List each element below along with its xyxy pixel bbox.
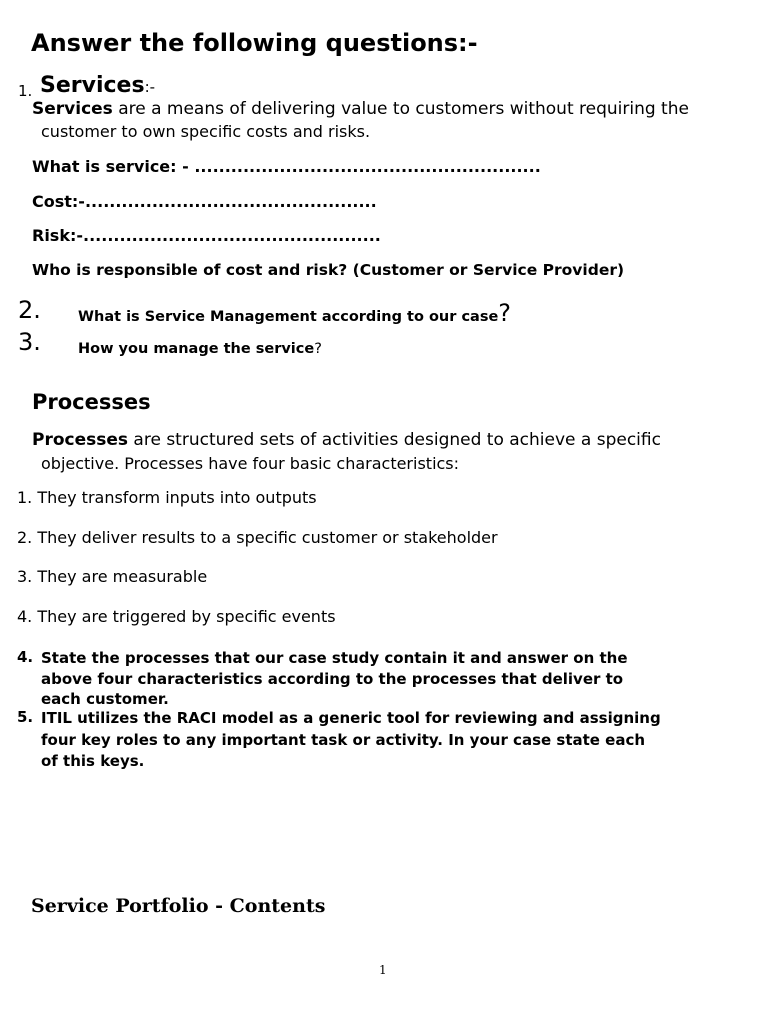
- processes-intro-line1: [32, 430, 661, 450]
- task-number: 5.: [17, 708, 34, 726]
- task-line: above four characteristics according to the processes that deliver to: [41, 669, 624, 688]
- processes-intro-line2: objective. Processes have four basic characteristics:: [41, 454, 460, 473]
- list-number: 1.: [17, 488, 33, 507]
- task-line: four key roles to any important task or activity. In your case state each: [41, 730, 646, 749]
- processes-title: Processes: [32, 390, 151, 414]
- task-processes: [41, 648, 628, 710]
- question-number: 3.: [18, 328, 41, 356]
- task-line: ITIL utilizes the RACI model as a generic tool for reviewing and assigning: [41, 709, 661, 727]
- question-label: Risk:-: [32, 226, 84, 245]
- section-title-suffix: :-: [144, 78, 156, 96]
- question-what-is-service: [32, 157, 541, 176]
- answer-dots: .................................................: [83, 226, 381, 245]
- question-risk: [32, 226, 381, 245]
- question-service-management: [78, 299, 511, 327]
- section-title: [40, 73, 155, 98]
- question-label: What is service: -: [32, 157, 189, 176]
- question-text: What is Service Management according to our case: [78, 309, 499, 325]
- task-line: State the processes that our case study contain it and answer on the: [41, 649, 628, 667]
- question-mark: ?: [498, 299, 512, 327]
- section-title-text: Services: [40, 73, 145, 98]
- portfolio-heading: Service Portfolio - Contents: [31, 895, 326, 917]
- characteristic-item: [17, 488, 317, 507]
- question-manage-service: [78, 338, 322, 357]
- processes-intro-text: are structured sets of activities designed to achieve a specific: [128, 430, 661, 450]
- services-intro-text: are a means of delivering value to customers without requiring the: [112, 99, 689, 119]
- section-number: 1.: [18, 82, 33, 100]
- question-number: 2.: [18, 296, 41, 324]
- list-number: 4.: [17, 607, 33, 626]
- task-line: each customer.: [41, 690, 169, 708]
- answer-dots: ................................................: [84, 192, 377, 211]
- services-intro-line2: customer to own specific costs and risks.: [41, 122, 371, 141]
- characteristic-text: They are measurable: [37, 567, 208, 586]
- task-number: 4.: [17, 648, 34, 666]
- characteristic-item: [17, 528, 498, 547]
- task-line: of this keys.: [41, 752, 145, 770]
- characteristic-text: They transform inputs into outputs: [37, 488, 317, 507]
- processes-term: Processes: [32, 430, 129, 450]
- question-responsible: Who is responsible of cost and risk? (Customer or Service Provider): [32, 261, 625, 279]
- characteristic-text: They deliver results to a specific customer or stakeholder: [37, 528, 498, 547]
- services-intro-line1: [32, 99, 689, 119]
- answer-dots: .........................................................: [188, 157, 541, 176]
- services-term: Services: [32, 99, 113, 119]
- question-text: How you manage the service: [78, 341, 315, 357]
- page-number: 1: [379, 963, 387, 977]
- task-raci: [41, 708, 661, 773]
- question-cost: [32, 192, 377, 211]
- characteristic-item: [17, 607, 336, 626]
- characteristic-item: [17, 567, 207, 586]
- list-number: 3.: [17, 567, 33, 586]
- characteristic-text: They are triggered by specific events: [37, 607, 336, 626]
- page-heading: Answer the following questions:-: [31, 29, 478, 57]
- question-label: Cost:-: [32, 192, 85, 211]
- question-mark: ?: [314, 341, 322, 357]
- list-number: 2.: [17, 528, 33, 547]
